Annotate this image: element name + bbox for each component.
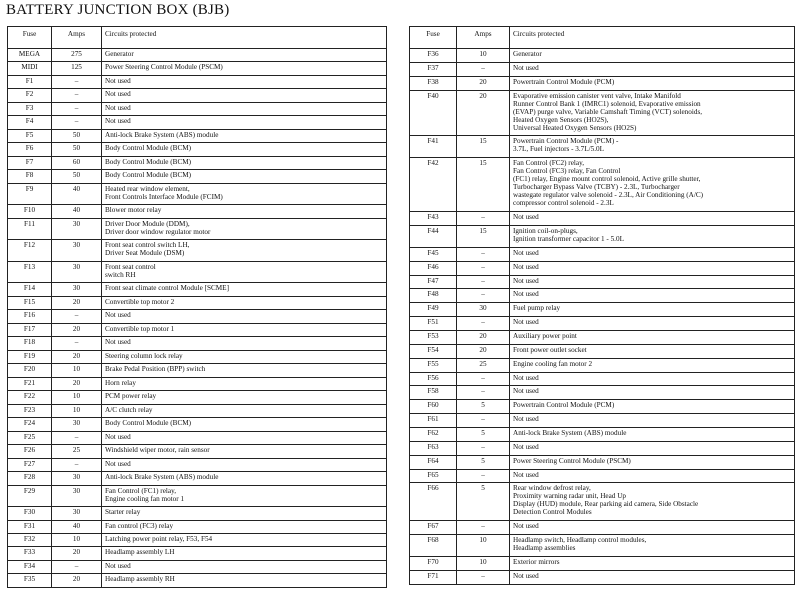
circuits-cell: Not used bbox=[102, 431, 387, 444]
table-row bbox=[410, 303, 795, 317]
fuse-cell: F38 bbox=[410, 76, 457, 90]
amps-cell: – bbox=[52, 458, 102, 471]
table-row bbox=[410, 570, 795, 584]
circuits-cell: Front power outlet socket bbox=[510, 344, 795, 358]
table-row bbox=[8, 350, 387, 363]
table-row bbox=[410, 76, 795, 90]
table-row bbox=[410, 358, 795, 372]
fuse-cell: F21 bbox=[8, 377, 52, 390]
table-row bbox=[410, 158, 795, 212]
fuse-cell: F27 bbox=[8, 458, 52, 471]
table-row bbox=[8, 391, 387, 404]
fuse-cell: F43 bbox=[410, 212, 457, 226]
table-row bbox=[410, 261, 795, 275]
fuse-cell: MIDI bbox=[8, 62, 52, 75]
fuse-cell: F34 bbox=[8, 560, 52, 573]
amps-cell: – bbox=[457, 386, 510, 400]
amps-cell: 20 bbox=[457, 331, 510, 345]
table-row bbox=[410, 557, 795, 571]
table-row bbox=[410, 90, 795, 136]
circuits-cell: Not used bbox=[102, 75, 387, 88]
fuse-cell: F30 bbox=[8, 507, 52, 520]
fuse-cell: F33 bbox=[8, 547, 52, 560]
circuits-cell: Body Control Module (BCM) bbox=[102, 418, 387, 431]
fuse-cell: F20 bbox=[8, 364, 52, 377]
table-row bbox=[8, 116, 387, 129]
fuse-cell: F58 bbox=[410, 386, 457, 400]
fuse-cell: F18 bbox=[8, 337, 52, 350]
fuse-cell: F19 bbox=[8, 350, 52, 363]
table-row bbox=[410, 400, 795, 414]
amps-cell: 20 bbox=[457, 344, 510, 358]
circuits-cell: Front seat control switch LH, Driver Seat Module (DSM) bbox=[102, 240, 387, 261]
circuits-cell: Steering column lock relay bbox=[102, 350, 387, 363]
fuse-cell: F51 bbox=[410, 317, 457, 331]
table-header-row bbox=[8, 27, 387, 49]
circuits-cell: Windshield wiper motor, rain sensor bbox=[102, 445, 387, 458]
amps-cell: – bbox=[457, 247, 510, 261]
table-row bbox=[8, 337, 387, 350]
amps-cell: – bbox=[52, 116, 102, 129]
table-row bbox=[410, 483, 795, 521]
amps-cell: 30 bbox=[52, 472, 102, 485]
amps-cell: 40 bbox=[52, 205, 102, 218]
table-row bbox=[410, 344, 795, 358]
fuse-cell: F54 bbox=[410, 344, 457, 358]
table-row bbox=[410, 331, 795, 345]
circuits-cell: Fan Control (FC2) relay, Fan Control (FC3) relay, Fan Control (FC1) relay, Engine mount control solenoid, Active grille shutter, Turbocharger Bypass Valve (TCBY) - 2.3L, Turbocharger wastegate regulator valve solenoid - 2.3L, Air Conditioning (A/C) compressor control solenoid - 2.3L bbox=[510, 158, 795, 212]
fuse-cell: F48 bbox=[410, 289, 457, 303]
table-row bbox=[8, 156, 387, 169]
circuits-cell: Driver Door Module (DDM), Driver door window regulator motor bbox=[102, 218, 387, 239]
circuits-cell: Not used bbox=[510, 441, 795, 455]
amps-cell: – bbox=[457, 372, 510, 386]
circuits-cell: Not used bbox=[510, 570, 795, 584]
circuits-cell: Auxiliary power point bbox=[510, 331, 795, 345]
circuits-cell: Convertible top motor 2 bbox=[102, 296, 387, 309]
amps-cell: 5 bbox=[457, 483, 510, 521]
fuse-column-header: Fuse bbox=[410, 27, 457, 49]
amps-cell: – bbox=[457, 289, 510, 303]
circuits-cell: Evaporative emission canister vent valve, Intake Manifold Runner Control Bank 1 (IMRC1) solenoid, Evaporative emission (EVAP) purge valve, Variable Camshaft Timing (VCT) solenoids, Heated Oxygen Sensors (HO2S), Universal Heated Oxygen Sensors (HO2S) bbox=[510, 90, 795, 136]
circuits-cell: Engine cooling fan motor 2 bbox=[510, 358, 795, 372]
circuits-cell: Not used bbox=[510, 386, 795, 400]
table-row bbox=[410, 372, 795, 386]
amps-cell: 30 bbox=[52, 218, 102, 239]
table-row bbox=[8, 102, 387, 115]
amps-cell: 20 bbox=[52, 574, 102, 587]
table-row bbox=[410, 414, 795, 428]
table-row bbox=[410, 289, 795, 303]
amps-cell: – bbox=[457, 414, 510, 428]
fuse-cell: F36 bbox=[410, 49, 457, 63]
amps-cell: 15 bbox=[457, 226, 510, 248]
fuse-cell: F10 bbox=[8, 205, 52, 218]
fuse-cell: F5 bbox=[8, 129, 52, 142]
circuits-cell: Body Control Module (BCM) bbox=[102, 143, 387, 156]
table-row bbox=[8, 364, 387, 377]
table-row bbox=[8, 89, 387, 102]
fuse-cell: F45 bbox=[410, 247, 457, 261]
table-row bbox=[8, 283, 387, 296]
table-row bbox=[8, 62, 387, 75]
amps-cell: 5 bbox=[457, 455, 510, 469]
fuse-cell: F11 bbox=[8, 218, 52, 239]
table-row bbox=[8, 547, 387, 560]
table-row bbox=[8, 418, 387, 431]
circuits-cell: Fan control (FC3) relay bbox=[102, 520, 387, 533]
table-row bbox=[410, 521, 795, 535]
fuse-cell: F16 bbox=[8, 310, 52, 323]
table-row bbox=[8, 218, 387, 239]
amps-cell: 10 bbox=[457, 49, 510, 63]
table-row bbox=[8, 485, 387, 506]
circuits-cell: Body Control Module (BCM) bbox=[102, 170, 387, 183]
fuse-cell: F6 bbox=[8, 143, 52, 156]
fuse-cell: F60 bbox=[410, 400, 457, 414]
circuits-cell: Powertrain Control Module (PCM) bbox=[510, 400, 795, 414]
fuse-cell: F26 bbox=[8, 445, 52, 458]
circuits-cell: Headlamp assembly LH bbox=[102, 547, 387, 560]
amps-cell: 50 bbox=[52, 143, 102, 156]
circuits-cell: Rear window defrost relay, Proximity warning radar unit, Head Up Display (HUD) module, Rear parking aid camera, Side Obstacle Detection Control Modules bbox=[510, 483, 795, 521]
circuits-cell: Not used bbox=[510, 414, 795, 428]
table-row bbox=[410, 317, 795, 331]
fuse-cell: F61 bbox=[410, 414, 457, 428]
fuse-table-left bbox=[7, 26, 387, 588]
circuits-cell: Headlamp assembly RH bbox=[102, 574, 387, 587]
table-row bbox=[410, 535, 795, 557]
amps-cell: – bbox=[52, 337, 102, 350]
fuse-cell: F12 bbox=[8, 240, 52, 261]
fuse-cell: F2 bbox=[8, 89, 52, 102]
amps-cell: 30 bbox=[52, 240, 102, 261]
amps-cell: 25 bbox=[457, 358, 510, 372]
table-row bbox=[8, 404, 387, 417]
amps-cell: 20 bbox=[52, 350, 102, 363]
amps-cell: 10 bbox=[52, 391, 102, 404]
table-row bbox=[8, 49, 387, 62]
amps-cell: – bbox=[52, 431, 102, 444]
fuse-cell: F62 bbox=[410, 428, 457, 442]
fuse-cell: F13 bbox=[8, 261, 52, 282]
fuse-cell: F25 bbox=[8, 431, 52, 444]
fuse-cell: F56 bbox=[410, 372, 457, 386]
fuse-cell: F64 bbox=[410, 455, 457, 469]
table-row bbox=[410, 428, 795, 442]
amps-cell: 30 bbox=[52, 507, 102, 520]
circuits-cell: Not used bbox=[102, 102, 387, 115]
fuse-cell: F53 bbox=[410, 331, 457, 345]
table-row bbox=[8, 431, 387, 444]
circuits-cell: Fan Control (FC1) relay, Engine cooling fan motor 1 bbox=[102, 485, 387, 506]
amps-cell: 10 bbox=[52, 404, 102, 417]
circuits-cell: Blower motor relay bbox=[102, 205, 387, 218]
circuits-column-header: Circuits protected bbox=[510, 27, 795, 49]
circuits-cell: Powertrain Control Module (PCM) bbox=[510, 76, 795, 90]
amps-cell: 30 bbox=[52, 283, 102, 296]
circuits-cell: Not used bbox=[102, 560, 387, 573]
amps-cell: – bbox=[457, 261, 510, 275]
amps-cell: 10 bbox=[457, 557, 510, 571]
fuse-cell: F70 bbox=[410, 557, 457, 571]
amps-cell: 5 bbox=[457, 400, 510, 414]
amps-cell: – bbox=[52, 89, 102, 102]
fuse-cell: F1 bbox=[8, 75, 52, 88]
fuse-cell: F65 bbox=[410, 469, 457, 483]
fuse-cell: F67 bbox=[410, 521, 457, 535]
amps-cell: – bbox=[52, 102, 102, 115]
circuits-cell: Generator bbox=[102, 49, 387, 62]
amps-cell: 20 bbox=[52, 547, 102, 560]
circuits-cell: Power Steering Control Module (PSCM) bbox=[510, 455, 795, 469]
amps-cell: – bbox=[457, 212, 510, 226]
table-row bbox=[8, 560, 387, 573]
table-row bbox=[410, 212, 795, 226]
table-row bbox=[8, 143, 387, 156]
amps-cell: 15 bbox=[457, 158, 510, 212]
amps-cell: 60 bbox=[52, 156, 102, 169]
circuits-cell: Not used bbox=[510, 247, 795, 261]
amps-cell: 25 bbox=[52, 445, 102, 458]
page-title: BATTERY JUNCTION BOX (BJB) bbox=[6, 2, 230, 18]
circuits-cell: Not used bbox=[510, 62, 795, 76]
circuits-cell: Power Steering Control Module (PSCM) bbox=[102, 62, 387, 75]
table-row bbox=[410, 469, 795, 483]
amps-cell: 10 bbox=[52, 364, 102, 377]
table-row bbox=[410, 275, 795, 289]
amps-cell: 10 bbox=[52, 533, 102, 546]
fuse-cell: F49 bbox=[410, 303, 457, 317]
amps-cell: 5 bbox=[457, 428, 510, 442]
table-row bbox=[8, 323, 387, 336]
amps-cell: – bbox=[457, 570, 510, 584]
amps-cell: 30 bbox=[52, 261, 102, 282]
amps-cell: – bbox=[52, 75, 102, 88]
amps-cell: – bbox=[457, 469, 510, 483]
amps-cell: 20 bbox=[457, 76, 510, 90]
circuits-cell: Not used bbox=[102, 337, 387, 350]
circuits-cell: Headlamp switch, Headlamp control modules, Headlamp assemblies bbox=[510, 535, 795, 557]
fuse-cell: F42 bbox=[410, 158, 457, 212]
table-row bbox=[8, 75, 387, 88]
circuits-cell: Brake Pedal Position (BPP) switch bbox=[102, 364, 387, 377]
circuits-cell: Not used bbox=[510, 521, 795, 535]
amps-cell: – bbox=[52, 560, 102, 573]
fuse-cell: F23 bbox=[8, 404, 52, 417]
fuse-cell: MEGA bbox=[8, 49, 52, 62]
circuits-cell: Heated rear window element, Front Controls Interface Module (FCIM) bbox=[102, 183, 387, 204]
circuits-cell: Not used bbox=[102, 458, 387, 471]
table-row bbox=[8, 574, 387, 587]
fuse-cell: F15 bbox=[8, 296, 52, 309]
table-row bbox=[410, 441, 795, 455]
fuse-cell: F29 bbox=[8, 485, 52, 506]
table-row bbox=[410, 62, 795, 76]
table-row bbox=[8, 520, 387, 533]
circuits-cell: Not used bbox=[102, 89, 387, 102]
fuse-cell: F68 bbox=[410, 535, 457, 557]
fuse-cell: F71 bbox=[410, 570, 457, 584]
amps-column-header: Amps bbox=[457, 27, 510, 49]
circuits-cell: Starter relay bbox=[102, 507, 387, 520]
fuse-cell: F46 bbox=[410, 261, 457, 275]
fuse-cell: F3 bbox=[8, 102, 52, 115]
circuits-cell: Anti-lock Brake System (ABS) module bbox=[102, 129, 387, 142]
circuits-cell: Front seat control switch RH bbox=[102, 261, 387, 282]
circuits-cell: Front seat climate control Module [SCME] bbox=[102, 283, 387, 296]
circuits-cell: Horn relay bbox=[102, 377, 387, 390]
table-row bbox=[410, 247, 795, 261]
amps-cell: 20 bbox=[52, 296, 102, 309]
fuse-table-right bbox=[409, 26, 795, 585]
amps-cell: – bbox=[457, 317, 510, 331]
table-row bbox=[410, 455, 795, 469]
amps-cell: 50 bbox=[52, 170, 102, 183]
fuse-cell: F17 bbox=[8, 323, 52, 336]
fuse-cell: F31 bbox=[8, 520, 52, 533]
amps-cell: – bbox=[457, 275, 510, 289]
fuse-cell: F22 bbox=[8, 391, 52, 404]
circuits-cell: Generator bbox=[510, 49, 795, 63]
table-row bbox=[410, 226, 795, 248]
circuits-cell: A/C clutch relay bbox=[102, 404, 387, 417]
circuits-cell: Convertible top motor 1 bbox=[102, 323, 387, 336]
circuits-cell: Body Control Module (BCM) bbox=[102, 156, 387, 169]
fuse-cell: F28 bbox=[8, 472, 52, 485]
table-row bbox=[8, 183, 387, 204]
amps-cell: 15 bbox=[457, 136, 510, 158]
fuse-cell: F4 bbox=[8, 116, 52, 129]
fuse-column-header: Fuse bbox=[8, 27, 52, 49]
circuits-cell: Not used bbox=[510, 289, 795, 303]
circuits-cell: Not used bbox=[510, 212, 795, 226]
table-row bbox=[8, 170, 387, 183]
circuits-cell: Not used bbox=[510, 317, 795, 331]
circuits-cell: Powertrain Control Module (PCM) - 3.7L, Fuel injectors - 3.7L/5.0L bbox=[510, 136, 795, 158]
amps-cell: – bbox=[457, 521, 510, 535]
table-row bbox=[8, 261, 387, 282]
circuits-cell: Fuel pump relay bbox=[510, 303, 795, 317]
circuits-cell: Not used bbox=[510, 261, 795, 275]
amps-cell: 10 bbox=[457, 535, 510, 557]
amps-cell: 30 bbox=[52, 418, 102, 431]
table-row bbox=[410, 136, 795, 158]
circuits-cell: Not used bbox=[510, 372, 795, 386]
amps-cell: 30 bbox=[52, 485, 102, 506]
amps-cell: 20 bbox=[52, 377, 102, 390]
fuse-cell: F7 bbox=[8, 156, 52, 169]
circuits-cell: Not used bbox=[510, 469, 795, 483]
circuits-cell: Anti-lock Brake System (ABS) module bbox=[510, 428, 795, 442]
fuse-cell: F32 bbox=[8, 533, 52, 546]
fuse-cell: F47 bbox=[410, 275, 457, 289]
amps-cell: 30 bbox=[457, 303, 510, 317]
circuits-cell: Anti-lock Brake System (ABS) module bbox=[102, 472, 387, 485]
fuse-cell: F8 bbox=[8, 170, 52, 183]
amps-column-header: Amps bbox=[52, 27, 102, 49]
fuse-cell: F9 bbox=[8, 183, 52, 204]
circuits-cell: Exterior mirrors bbox=[510, 557, 795, 571]
fuse-cell: F44 bbox=[410, 226, 457, 248]
fuse-cell: F14 bbox=[8, 283, 52, 296]
fuse-cell: F63 bbox=[410, 441, 457, 455]
fuse-cell: F66 bbox=[410, 483, 457, 521]
circuits-cell: Ignition coil-on-plugs, Ignition transformer capacitor 1 - 5.0L bbox=[510, 226, 795, 248]
table-row bbox=[8, 458, 387, 471]
circuits-column-header: Circuits protected bbox=[102, 27, 387, 49]
amps-cell: – bbox=[52, 310, 102, 323]
table-row bbox=[8, 129, 387, 142]
table-row bbox=[8, 472, 387, 485]
amps-cell: 40 bbox=[52, 520, 102, 533]
fuse-cell: F35 bbox=[8, 574, 52, 587]
fuse-cell: F40 bbox=[410, 90, 457, 136]
fuse-cell: F24 bbox=[8, 418, 52, 431]
table-row bbox=[8, 507, 387, 520]
table-row bbox=[8, 533, 387, 546]
amps-cell: 40 bbox=[52, 183, 102, 204]
amps-cell: 20 bbox=[457, 90, 510, 136]
amps-cell: – bbox=[457, 62, 510, 76]
amps-cell: 125 bbox=[52, 62, 102, 75]
table-row bbox=[8, 445, 387, 458]
fuse-cell: F55 bbox=[410, 358, 457, 372]
circuits-cell: Latching power point relay, F53, F54 bbox=[102, 533, 387, 546]
table-row bbox=[8, 240, 387, 261]
amps-cell: – bbox=[457, 441, 510, 455]
fuse-cell: F41 bbox=[410, 136, 457, 158]
table-row bbox=[8, 205, 387, 218]
amps-cell: 20 bbox=[52, 323, 102, 336]
table-row bbox=[410, 49, 795, 63]
amps-cell: 50 bbox=[52, 129, 102, 142]
table-row bbox=[8, 310, 387, 323]
table-row bbox=[410, 386, 795, 400]
circuits-cell: Not used bbox=[510, 275, 795, 289]
amps-cell: 275 bbox=[52, 49, 102, 62]
circuits-cell: PCM power relay bbox=[102, 391, 387, 404]
table-header-row bbox=[410, 27, 795, 49]
table-row bbox=[8, 377, 387, 390]
fuse-cell: F37 bbox=[410, 62, 457, 76]
circuits-cell: Not used bbox=[102, 310, 387, 323]
table-row bbox=[8, 296, 387, 309]
circuits-cell: Not used bbox=[102, 116, 387, 129]
